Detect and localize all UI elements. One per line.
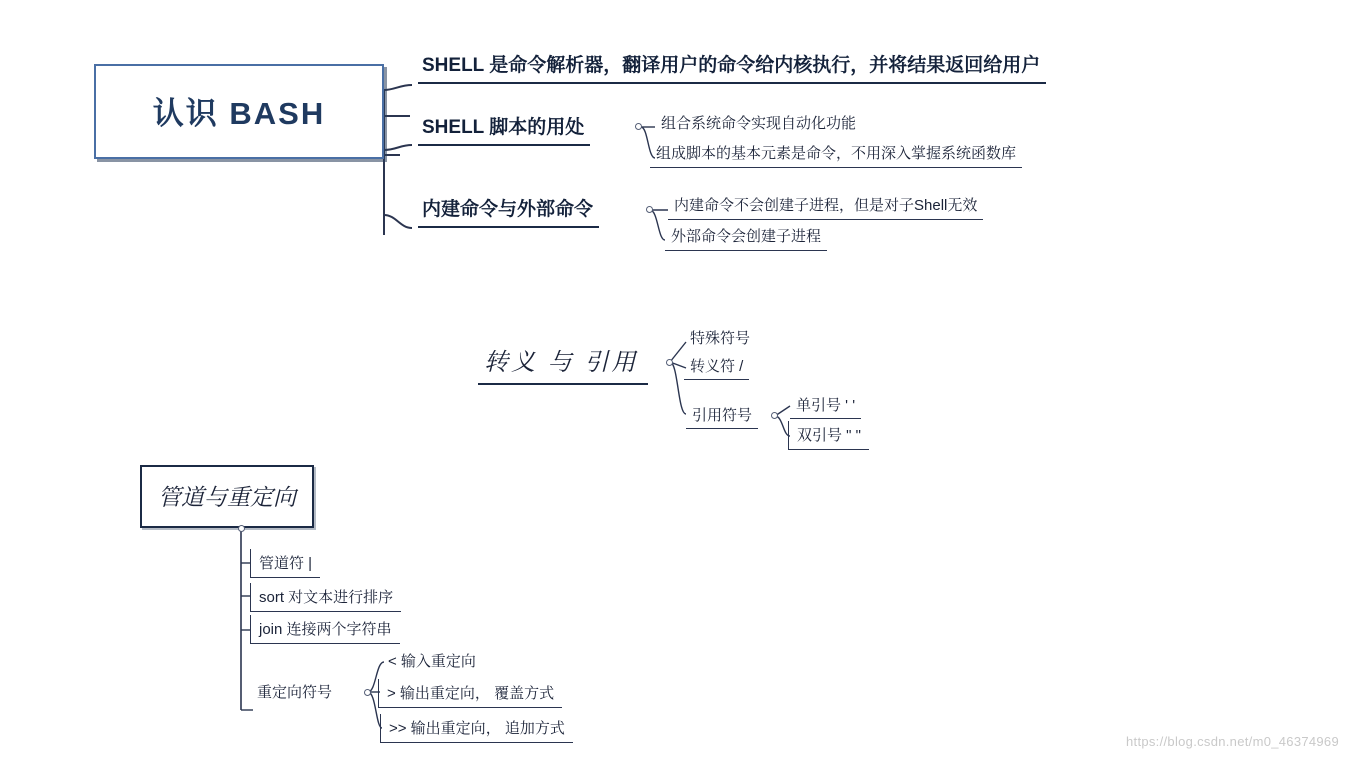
leaf-join-command[interactable]: join 连接两个字符串	[250, 615, 400, 644]
branch-dot-icon	[666, 359, 673, 366]
leaf-escape-char[interactable]: 转义符 /	[684, 353, 749, 380]
branch-heading-shell-definition[interactable]: SHELL 是命令解析器，翻译用户的命令给内核执行，并将结果返回给用户	[418, 48, 1046, 84]
leaf-single-quote[interactable]: 单引号 ' '	[790, 392, 861, 419]
leaf-double-quote[interactable]: 双引号 " "	[788, 421, 869, 450]
leaf-sort-command[interactable]: sort 对文本进行排序	[250, 583, 401, 612]
leaf-input-redirect[interactable]: < 输入重定向	[388, 653, 476, 670]
branch-dot-icon	[238, 525, 245, 532]
branch-dot-icon	[364, 689, 371, 696]
root-node[interactable]: 认识 BASH	[94, 64, 384, 159]
branch-heading-shell-script-usage[interactable]: SHELL 脚本的用处	[418, 110, 590, 146]
branch-dot-icon	[635, 123, 642, 130]
branch-dot-icon	[646, 206, 653, 213]
watermark-text: https://blog.csdn.net/m0_46374969	[1126, 734, 1339, 749]
leaf-special-symbol[interactable]: 特殊符号	[690, 330, 751, 347]
leaf-external-command[interactable]: 外部命令会创建子进程	[665, 223, 827, 251]
branch-heading-builtin-external[interactable]: 内建命令与外部命令	[418, 192, 599, 228]
section-title-escape-quote[interactable]: 转义 与 引用	[478, 340, 648, 385]
leaf-quote-symbol[interactable]: 引用符号	[686, 402, 758, 429]
section-title-pipe-redirect[interactable]: 管道与重定向	[140, 465, 314, 528]
leaf-output-redirect-overwrite[interactable]: > 输出重定向， 覆盖方式	[378, 679, 562, 708]
leaf-redirect-symbol[interactable]: 重定向符号	[257, 684, 333, 701]
branch-dot-icon	[771, 412, 778, 419]
leaf-output-redirect-append[interactable]: >> 输出重定向， 追加方式	[380, 714, 573, 743]
leaf-pipe-symbol[interactable]: 管道符 |	[250, 549, 320, 578]
leaf-script-usage-1[interactable]: 组合系统命令实现自动化功能	[661, 115, 857, 132]
leaf-script-usage-2[interactable]: 组成脚本的基本元素是命令，不用深入掌握系统函数库	[650, 140, 1022, 168]
leaf-builtin-command[interactable]: 内建命令不会创建子进程，但是对子Shell无效	[668, 192, 983, 220]
